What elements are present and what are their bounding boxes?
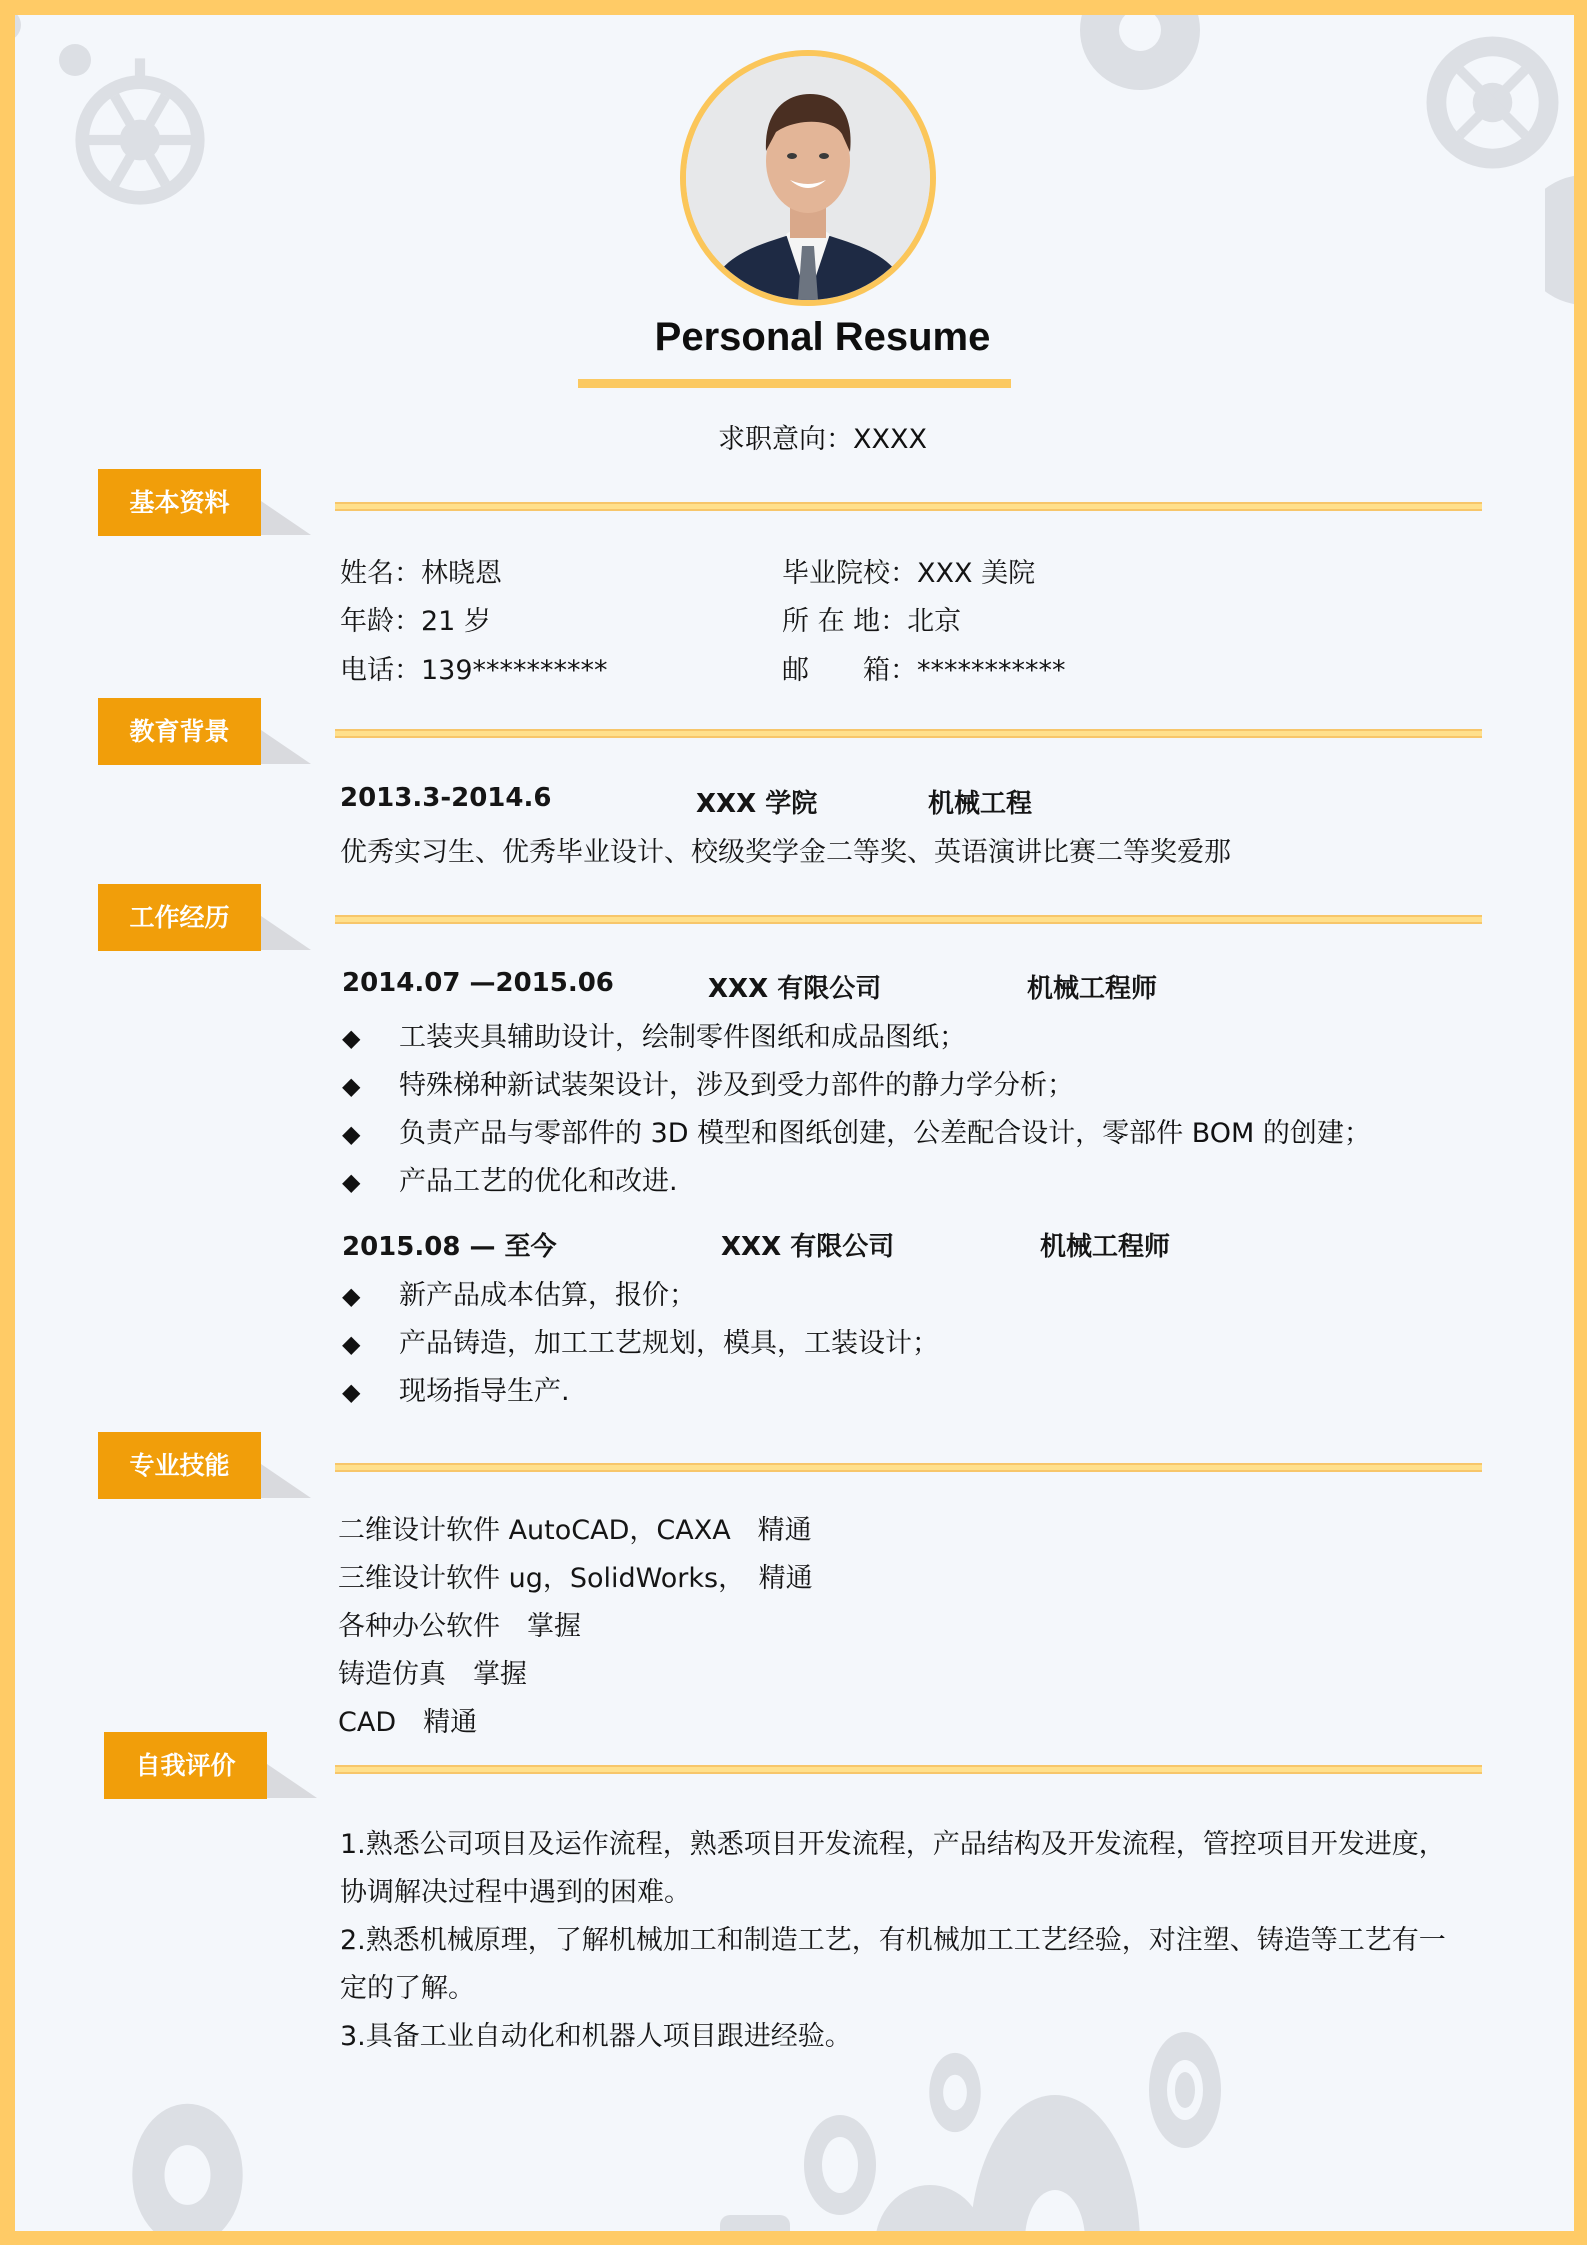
list-item: ◆ 特殊梯种新试装架设计，涉及到受力部件的静力学分析；	[342, 1070, 1074, 1101]
diamond-bullet-icon: ◆	[342, 1282, 361, 1310]
diamond-bullet-icon: ◆	[342, 1378, 361, 1406]
job-intent: 求职意向：XXXX	[718, 424, 927, 455]
list-item: ◆ 产品铸造，加工工艺规划，模具，工装设计；	[342, 1328, 939, 1359]
job2-title: 机械工程师	[1040, 1232, 1171, 1262]
self-eval-paragraph: 1.熟悉公司项目及运作流程，熟悉项目开发流程，产品结构及开发流程，管控项目开发进度，协调解决过程中遇到的困难。	[340, 1829, 1446, 1908]
edu-period: 2013.3-2014.6	[340, 783, 552, 813]
label-shadow	[261, 730, 311, 764]
self-eval-paragraph: 3.具备工业自动化和机器人项目跟进经验。	[340, 2021, 852, 2052]
title-underline	[578, 379, 1011, 388]
gear-icon	[800, 2105, 880, 2225]
section-label-education: 教育背景	[98, 698, 261, 765]
self-eval-paragraph: 2.熟悉机械原理，了解机械加工和制造工艺，有机械加工工艺经验，对注塑、铸造等工艺有一定的了解。	[340, 1925, 1446, 2004]
diamond-bullet-icon: ◆	[342, 1024, 361, 1052]
section-label-self-eval: 自我评价	[104, 1732, 267, 1799]
diamond-bullet-icon: ◆	[342, 1120, 361, 1148]
gear-icon	[970, 2075, 1140, 2231]
label-shadow	[261, 501, 311, 535]
job2-period: 2015.08 — 至今	[342, 1232, 557, 1262]
edu-school: XXX 学院	[696, 789, 818, 819]
basic-name: 姓名：林晓恩	[340, 558, 502, 589]
profile-photo	[680, 50, 936, 306]
section-divider	[335, 502, 1482, 511]
label-shadow	[261, 916, 311, 950]
diamond-bullet-icon: ◆	[342, 1072, 361, 1100]
skill-item: 各种办公软件 掌握	[338, 1611, 581, 1642]
page-title: Personal Resume	[654, 315, 991, 359]
list-item: ◆ 负责产品与零部件的 3D 模型和图纸创建，公差配合设计，零部件 BOM 的创建；	[342, 1118, 1371, 1149]
person-avatar-icon	[686, 56, 930, 300]
gear-icon	[1545, 175, 1574, 305]
edu-major: 机械工程	[928, 789, 1033, 819]
basic-school: 毕业院校：XXX 美院	[782, 558, 1036, 589]
list-item: ◆ 产品工艺的优化和改进.	[342, 1166, 678, 1197]
gear-icon	[875, 2155, 985, 2231]
label-shadow	[261, 1464, 311, 1498]
job1-company: XXX 有限公司	[708, 974, 882, 1004]
resume-page	[15, 15, 1574, 2231]
section-label-skills: 专业技能	[98, 1432, 261, 1499]
skill-item: 二维设计软件 AutoCAD，CAXA 精通	[338, 1515, 812, 1546]
basic-phone: 电话：139**********	[340, 655, 608, 686]
section-divider	[335, 729, 1482, 738]
job1-title: 机械工程师	[1027, 974, 1158, 1004]
edu-honors: 优秀实习生、优秀毕业设计、校级奖学金二等奖、英语演讲比赛二等奖爱那	[340, 837, 1231, 868]
job1-period: 2014.07 —2015.06	[342, 968, 614, 998]
section-label-basic: 基本资料	[98, 469, 261, 536]
basic-email: 邮 箱：***********	[782, 655, 1066, 686]
label-shadow	[267, 1764, 317, 1798]
diamond-bullet-icon: ◆	[342, 1330, 361, 1358]
basic-location: 所 在 地：北京	[782, 606, 962, 637]
skill-item: 三维设计软件 ug，SolidWorks， 精通	[338, 1563, 813, 1594]
basic-age: 年龄：21 岁	[340, 606, 491, 637]
section-label-work: 工作经历	[98, 884, 261, 951]
gear-icon	[15, 15, 175, 115]
section-divider	[335, 1463, 1482, 1472]
list-item: ◆ 现场指导生产.	[342, 1376, 570, 1407]
list-item: ◆ 新产品成本估算，报价；	[342, 1280, 696, 1311]
section-divider	[335, 1765, 1482, 1774]
section-divider	[335, 915, 1482, 924]
gear-icon	[1410, 20, 1574, 185]
job2-company: XXX 有限公司	[721, 1232, 895, 1262]
diamond-bullet-icon: ◆	[342, 1168, 361, 1196]
skill-item: 铸造仿真 掌握	[338, 1659, 527, 1690]
gear-icon	[130, 2100, 245, 2231]
gear-icon	[720, 2215, 790, 2231]
skill-item: CAD 精通	[338, 1707, 478, 1738]
gear-icon	[1065, 15, 1215, 105]
list-item: ◆ 工装夹具辅助设计，绘制零件图纸和成品图纸；	[342, 1022, 966, 1053]
